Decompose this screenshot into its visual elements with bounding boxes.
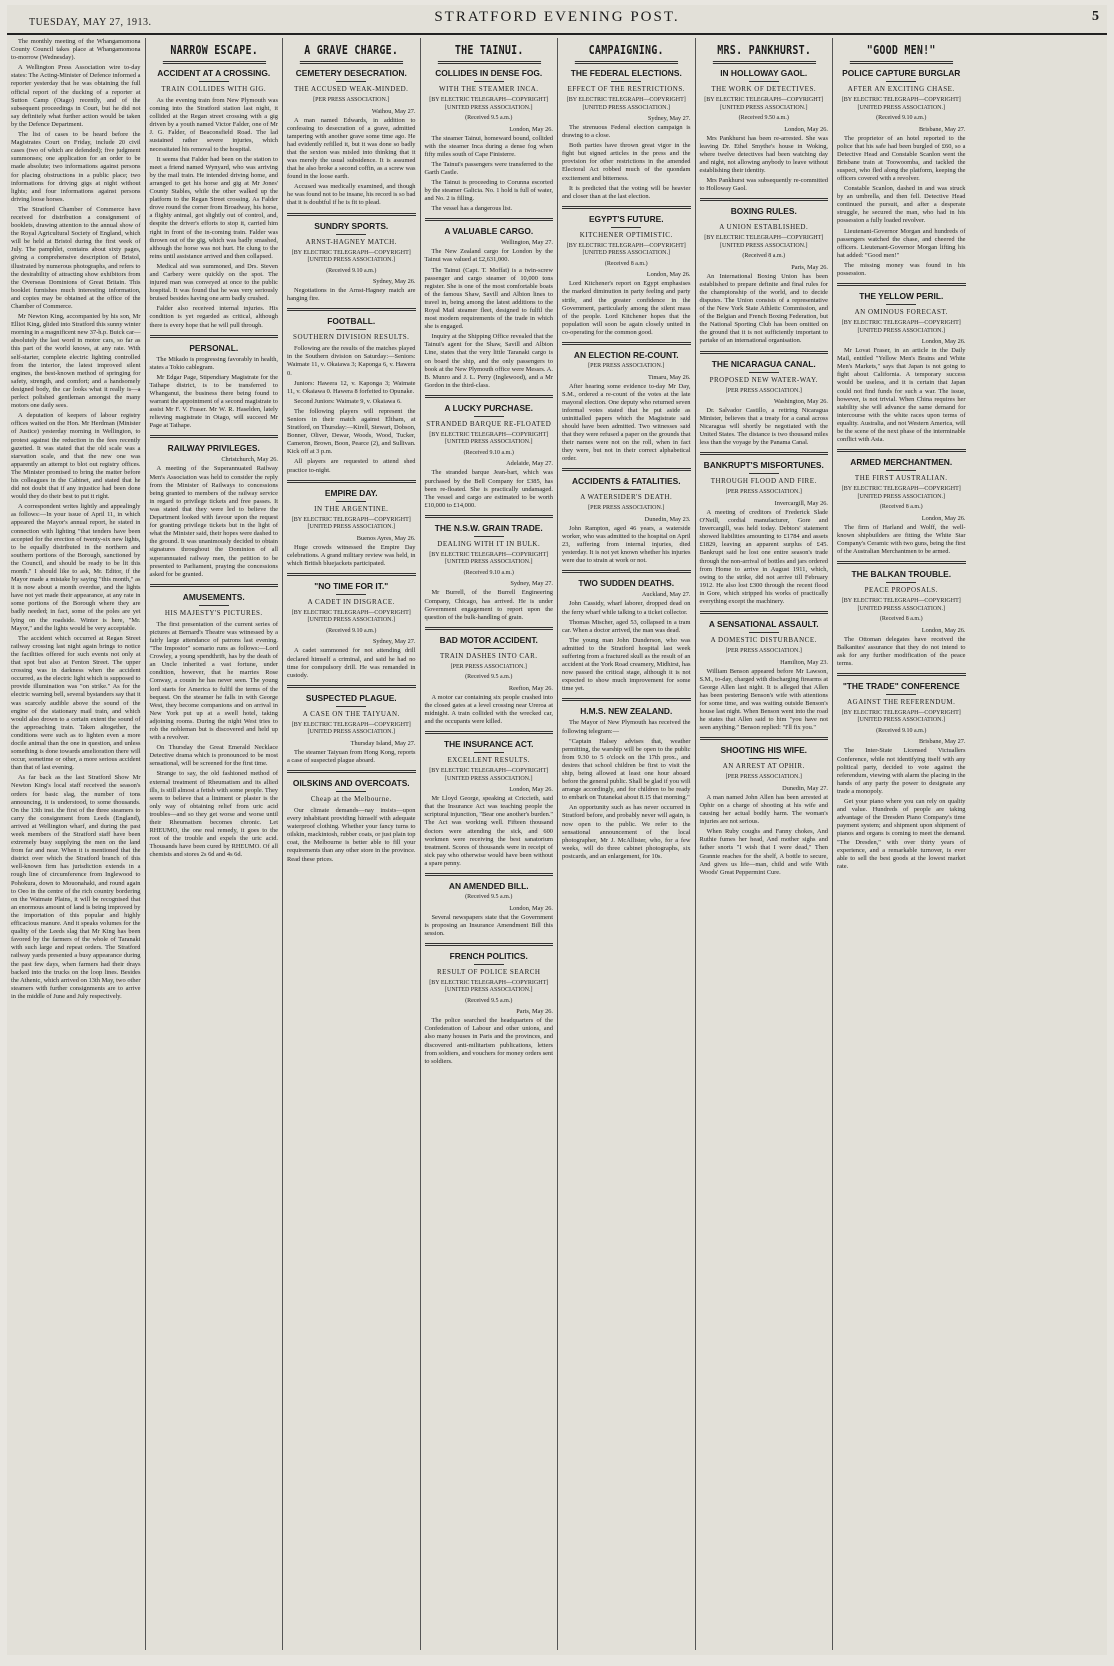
received-time: (Received 8 a.m.)	[742, 253, 786, 260]
dateline: London, May 26.	[921, 338, 966, 346]
article-paragraph: An International Boxing Union has been established to prepare definite and final rules for the championship of the world, and to decide disputes. The Union consists of a representative of the New York State Athletic Commission, and of the Belgian and French Boxing Federation, but the National Sporting Club has been omitted on the ground that it is not sufficiently important to partake of an international organisation.	[699, 272, 828, 345]
article-headline: EMPIRE DAY.	[324, 487, 378, 498]
section-divider	[562, 468, 691, 471]
article-paragraph: Mrs Pankhurst was subsequently re-committed to Holloway Gaol.	[699, 176, 828, 193]
article-paragraph: It seems that Falder had been on the station to meet a friend named Wynyard, who was arriving by the mail train. He intended driving home, and arranged to get his horse and gig at Mr Jones' County Stables, while the other walked up the platform to the Regan Street crossing. As Falder drove round the corner from Broadway, his horse, a flighty animal, got slightly out of control, and, despite the driver's efforts to stop it, carried him right in front of the in-coming train. Falder was thrown out of the gig, which was badly smashed, although the horse was not hurt. He clung to the reins until assistance arrived and then collapsed.	[149, 155, 278, 260]
article-paragraph: The Mayor of New Plymouth has received the following telegram:—	[562, 719, 691, 735]
article-headline: OILSKINS AND OVERCOATS.	[292, 777, 410, 788]
article-paragraph: The Tainui's passengers were transferred to the Garth Castle.	[424, 160, 553, 176]
wire-credit: [BY ELECTRIC TELEGRAPH—COPYRIGHT] [UNITED PRESS ASSOCIATION.]	[841, 486, 961, 500]
masthead	[7, 5, 1107, 35]
wire-credit: [BY ELECTRIC TELEGRAPH—COPYRIGHT] [UNITED PRESS ASSOCIATION.]	[429, 979, 549, 994]
article-headline: H.M.S. NEW ZEALAND.	[580, 706, 673, 717]
section-divider	[700, 351, 829, 354]
article-subheadline: EXCELLENT RESULTS.	[447, 756, 530, 765]
dateline: Thursday Island, May 27.	[350, 739, 416, 747]
wire-credit: [BY ELECTRIC TELEGRAPH—COPYRIGHT] [UNITED PRESS ASSOCIATION.]	[291, 609, 411, 624]
short-rule	[474, 416, 504, 417]
article-subheadline: IN THE ARGENTINE.	[314, 504, 389, 513]
section-divider	[700, 452, 829, 455]
dateline: London, May 26.	[509, 904, 553, 912]
article-paragraph: The list of cases to be heard before the Magistrates Court on Friday, include 20 civil cases (two of which are defended); five judgment summonses; one application for an order to be made absolute; two informations against persons for placing obstructions in a public place; two informations for driving gigs at night without lights; and four informations against persons driving loose horses.	[11, 131, 141, 203]
article-subheadline: THE FIRST AUSTRALIAN.	[854, 474, 948, 483]
dateline: Sydney, May 26.	[372, 278, 416, 286]
section-divider	[287, 685, 416, 688]
article-subheadline: KITCHENER OPTIMISTIC.	[579, 230, 673, 239]
page-number: 5	[1092, 9, 1099, 24]
article-headline: FRENCH POLITICS.	[449, 950, 528, 961]
short-rule	[886, 470, 916, 471]
article-headline: THE NICARAGUA CANAL.	[711, 358, 816, 369]
article-subheadline: HIS MAJESTY'S PICTURES.	[164, 608, 263, 617]
article-paragraph: Negotiations in the Arnst-Hagney match are hanging fire.	[287, 287, 416, 303]
section-divider	[287, 213, 416, 216]
newspaper-title: STRATFORD EVENING POST.	[434, 9, 680, 25]
section-divider	[425, 627, 554, 630]
article-subheadline: EFFECT OF THE RESTRICTIONS.	[567, 85, 685, 93]
section-divider	[425, 218, 554, 221]
received-time: (Received 9.5 a.m.)	[465, 115, 513, 121]
article-headline: TWO SUDDEN DEATHS.	[578, 578, 675, 589]
article-paragraph: After hearing some evidence to-day Mr Day, S.M., ordered a re-count of the votes at the late mayoral election. One deputy who returned seven informal votes stated that he put aside as uninitialled papers which the Magistrate said should have been admitted. Two witnesses said that they were refused a paper on the grounds that their names were not on the roll, when in fact they were, but not in their correct alphabetical order.	[562, 382, 691, 463]
article-paragraph: A deputation of keepers of labour registry offices waited on the Hon. Mr Herdman (Minister of Justice) yesterday morning in Wellington, to protest against the reduction in the fees recently gazetted. It was stated that the old scale was a starvation scale, and that the new one was apparently an attempt to blot out registry offices. The Minister promised to bring the matter before his colleagues in the Cabinet, and stated that he did not doubt that if any injustice had been done would they do their best to put it right.	[11, 412, 141, 501]
article-subheadline: ARNST-HAGNEY MATCH.	[305, 237, 397, 246]
dateline: Invercargill, May 26.	[774, 499, 828, 507]
wire-credit: [PER PRESS ASSOCIATION.]	[725, 774, 802, 781]
dateline: Auckland, May 27.	[641, 591, 691, 599]
section-divider	[562, 698, 691, 701]
article-headline: "NO TIME FOR IT."	[314, 580, 389, 591]
article-paragraph: Mr Lovat Fraser, in an article in the Daily Mail, entitled "Yellow Men's Brains and White Men's Markets," says that Japan is not going to fight about California. A temporary success would be useless, and it is certain that Japan could not find funds for such a war. The issue, however, is not trivial. When China requires her stability she will advance the same demand for intercourse with the white races upon terms of equality. Australia, and not Western America, will be the scene of the next phase of the interminable conflict with Asia.	[837, 347, 966, 444]
column-2	[145, 38, 283, 1650]
received-time: (Received 9.10 a.m.)	[876, 727, 927, 734]
column-headline: THE TAINUI.	[437, 38, 540, 64]
article-headline: ACCIDENTS & FATALITIES.	[571, 476, 681, 487]
dateline: Brisbane, May 27.	[918, 125, 966, 133]
article-headline: AN ELECTION RE-COUNT.	[573, 350, 679, 360]
column-headline: MRS. PANKHURST.	[712, 38, 815, 64]
short-rule	[611, 81, 641, 82]
article-paragraph: A man named Edwards, in addition to confessing to desecration of a grave, admitted tampering with another grave some time ago. He had evidently refilled it, but it was done so badly that the sexton was misled into thinking that it was merely the usual subsidence. It is assumed that he also broke a second coffin, as a screw was found in the loose earth.	[287, 116, 416, 181]
article-subheadline: AGAINST THE REFERENDUM.	[847, 697, 956, 706]
dateline: Hamilton, May 23.	[780, 658, 828, 666]
wire-credit: [BY ELECTRIC TELEGRAPH—COPYRIGHT] [UNITED PRESS ASSOCIATION.]	[566, 242, 686, 257]
article-subheadline: THE WORK OF DETECTIVES.	[711, 85, 817, 93]
article-paragraph: Our climate demands—nay insists—upon every inhabitant providing himself with adequate waterproof clothing. Whether your fancy turns to oilskin, mackintosh, rubber coats, or just plain top coat, the Melbourne is better able to fill your requirements than any other store in the province. Read these prices.	[287, 806, 416, 863]
article-paragraph: The steamer Tainui, homeward bound, collided with the steamer Inca during a dense fog when fifty miles south of Cape Finisterre.	[424, 134, 553, 158]
wire-credit: [BY ELECTRIC TELEGRAPH—COPYRIGHT] [UNITED PRESS ASSOCIATION.]	[291, 516, 411, 531]
dateline: Reefton, May 26.	[508, 684, 553, 692]
short-rule	[749, 473, 779, 474]
dateline: London, May 26.	[509, 125, 553, 133]
article-headline: COLLIDES IN DENSE FOG.	[435, 68, 543, 78]
article-subheadline: SOUTHERN DIVISION RESULTS.	[293, 333, 410, 342]
section-divider	[287, 308, 416, 311]
article-paragraph: As the evening train from New Plymouth was coming into the Stratford station last night, it collided at the Regan street crossing with a gig driven by a youth named Victor Falder, one of Mr J. G. Falder, of Beaconsfield Road. The lad sustained rather severe injuries, which necessitated his removal to the hospital.	[149, 97, 278, 153]
article-paragraph: The Tainui (Capt. T. Moffat) is a twin-screw passenger and cargo steamer of 10,000 tons register. She is one of the most comfortable boats of the famous Shaw, Savill and Albion lines to travel in, being among the latest additions to the Royal Mail steamer fleet, designed to fulfil the most modern requirements of the trade in which she is engaged.	[424, 266, 553, 331]
article-paragraph: The following players will represent the Seniors in their match against Eltham, at Stratford, on Thursday:—Kirell, Stewart, Dobson, Bonner, Oliver, Dewar, Woods, Wood, Tucker, Cameron, Brown, Boon, Pearce (2), and Sullivan. Kick off at 3 p.m.	[287, 407, 416, 456]
issue-date: TUESDAY, MAY 27, 1913.	[29, 17, 152, 28]
short-rule	[474, 752, 504, 753]
dateline: Sydney, May 27.	[372, 638, 416, 646]
column-7	[832, 38, 970, 1650]
section-divider	[425, 731, 554, 734]
article-paragraph: Lieutenant-Governor Morgan and hundreds of passengers watched the chase, and cheered the officers. Lieutenant-Governor Morgan lifting his hat added: "Good men!"	[837, 227, 966, 259]
received-time: (Received 8 a.m.)	[604, 260, 648, 267]
dateline: London, May 26.	[509, 786, 553, 794]
article-paragraph: Several newspapers state that the Government is proposing an Insurance Amendment Bill this session.	[424, 913, 553, 937]
article-headline: SUNDRY SPORTS.	[314, 220, 389, 231]
dateline: London, May 26.	[784, 125, 828, 133]
article-paragraph: As far back as the last Stratford Show Mr Newton King's local staff received the season's orders for basic slag, the number of tons announcing, it is understood, to some thousands. On the 13th inst. the first of the three steamers to carry the consignment from Leeds (England), arrived at Wellington wharf, and during the past week members of the Stratford staff have been extremely busy supplying the men on the land from far and near. When it is mentioned that the district over which the Stratford branch of this well-known firm has jurisdiction extends in a rough line of circumference from Inglewood to Pohokura, down to Mouonahaki, and round again to Oeo in the centre of the rich country bordering on the Waimate Plains, it will be recognised that an enormous amount of land is being improved by the importation of this popular and highly efficacious manure. And it speaks volumes for the quality of the Leeds slag that Mr King has been favored by the farmers of the whole of Taranaki with such large and repeat orders. The Stratford railway yards presented a busy appearance during the past few days, when farmers had their drays backed into the trucks on the loop lines. Besides the Athenic, which arrived on 13th May, two other steamers with further consignments are to arrive in the middle of June and July respectively.	[11, 774, 141, 1000]
article-paragraph: The young man John Dunderson, who was admitted to the Stratford hospital last week suffering from a fractured skull as the result of an accident at the York Road creamery, Midhirst, has now passed the critical stage, although it is not expected to show much improvement for some time yet.	[562, 636, 691, 693]
article-paragraph: The Stratford Chamber of Commerce have received for distribution a consignment of booklets, drawing attention to the annual show of the Royal Agricultural Society of England, which will be held at Bristol during the first week of July. The pamphlet, contains about sixty pages, giving a comprehensive description of Bristol, illustrated by numerous photographs, and refers to the desirability of attracting show exhibitors from the Overseas Dominions of Great Britain. This booklet furnishes much interesting information, and copies may be obtained at the office of the Chamber of Commerce.	[11, 205, 141, 310]
article-headline: AMUSEMENTS.	[182, 591, 245, 602]
short-rule	[474, 536, 504, 537]
article-paragraph: The firm of Harland and Wolff, the well-known shipbuilders are fitting the White Star Company's Ceramic with two guns, being the first of the Australian Merchantmen to be armed.	[837, 523, 966, 555]
article-subheadline: RESULT OF POLICE SEARCH	[437, 967, 541, 976]
article-paragraph: John Cassidy, wharf laborer, dropped dead on the ferry wharf while talking to a ticket collector.	[562, 600, 691, 616]
wire-credit: [BY ELECTRIC TELEGRAPH—COPYRIGHT] [UNITED PRESS ASSOCIATION.]	[841, 598, 961, 612]
column-headline: A GRAVE CHARGE.	[300, 38, 403, 64]
article-paragraph: Medical aid was summoned, and Drs. Steven and Carbery were quickly on the spot. The injured man was conveyed at once to the public hospital. It was found that he was very seriously bruised besides having one arm badly crushed.	[149, 262, 278, 303]
article-subheadline: TRAIN COLLIDES WITH GIG.	[161, 85, 267, 93]
short-rule	[336, 791, 366, 792]
short-rule	[749, 81, 779, 82]
short-rule	[336, 706, 366, 707]
section-divider	[562, 570, 691, 573]
wire-credit: [BY ELECTRIC TELEGRAPH—COPYRIGHT] [UNITED PRESS ASSOCIATION.]	[704, 235, 824, 249]
dateline: Christchurch, May 26.	[221, 456, 278, 464]
received-time: (Received 9.10 a.m.)	[463, 569, 514, 576]
short-rule	[749, 632, 779, 633]
article-headline: EGYPT'S FUTURE.	[588, 213, 664, 224]
article-subheadline: STRANDED BARQUE RE-FLOATED	[426, 419, 552, 428]
short-rule	[611, 489, 641, 490]
article-paragraph: The steamer Taiyuan from Hong Kong, reports a case of suspected plague aboard.	[287, 748, 416, 764]
article-subheadline: TRAIN DASHES INTO CAR.	[439, 651, 538, 660]
column-headline: "GOOD MEN!"	[850, 38, 953, 64]
article-headline: PERSONAL.	[189, 342, 239, 353]
column-5	[557, 38, 695, 1650]
dateline: Paris, May 26.	[791, 263, 828, 271]
dateline: Buenos Ayres, May 26.	[356, 534, 416, 542]
article-subheadline: THROUGH FLOOD AND FIRE.	[710, 477, 817, 486]
short-rule	[886, 81, 916, 82]
dateline: Sydney, May 27.	[647, 115, 691, 122]
received-time: (Received 9.5 a.m.)	[465, 894, 513, 900]
wire-credit: [PER PRESS ASSOCIATION.]	[725, 648, 802, 655]
article-paragraph: The vessel has a dangerous list.	[431, 205, 513, 213]
article-paragraph: A cadet summoned for not attending drill declared himself a criminal, and said he had no time for compulsory drill. He was remanded in custody.	[287, 647, 416, 679]
received-time: (Received 9.5 a.m.)	[465, 674, 513, 681]
article-paragraph: Both parties have thrown great vigor in the fight but signed articles in the press and the provision for other restrictions in the amended Electoral Act robbed much of the quondam excitement and bitterness.	[562, 142, 691, 182]
section-divider	[837, 561, 966, 564]
dateline: Washington, May 26.	[773, 398, 828, 405]
article-headline: THE INSURANCE ACT.	[444, 739, 534, 750]
article-paragraph: Mr Lloyd George, speaking at Criccieth, said that the Insurance Act was teaching people the scriptural injunction, "Bear one another's burden." The Act was working well. Fifteen thousand doctors were attending the sick, and 600 workmen were receiving the best sanatorium treatment. Scores of thousands were in receipt of sick pay who otherwise would have been without a spare penny.	[424, 795, 553, 867]
wire-credit: [BY ELECTRIC TELEGRAPH—COPYRIGHT] [UNITED PRESS ASSOCIATION.]	[841, 320, 961, 334]
article-paragraph: On Thursday the Great Emerald Necklace Detective drama which is pronounced to be most sensational, will be screened for the first time.	[149, 744, 278, 768]
article-paragraph: Constable Scanlon, dashed in and was struck by an umbrella, and then fell. Detective Head continued the pursuit, and after a desperate struggle, he secured the man, who had in his possession a fully loaded revolver.	[837, 185, 966, 225]
article-subheadline: A WATERSIDER'S DEATH.	[580, 493, 673, 502]
section-divider	[700, 737, 829, 740]
article-paragraph: The Inter-State Licensed Victuallers Conference, while not identifying itself with any political party, decided to vote against the referendum, viewing with alarm the placing in the hands of any party the power to designate any trade a monopoly.	[837, 747, 966, 795]
article-headline: A LUCKY PURCHASE.	[444, 402, 533, 413]
columns-container	[7, 38, 1107, 1650]
article-paragraph: A meeting of the Superannuated Railway Men's Association was held to consider the reply from the Minister of Railways to concessions being granted to members of the railway service in regard to privilege tickets and free passes. It was stated that they were led to believe the Department looked with favour upon the request for granting privilege tickets but in the light of what the Minister said, their hopes were dashed to the ground. It was unanimously decided to obtain signatures throughout the Dominion of all superannuated railway men, the petition to be presented to Parliament, praying the concessions asked for be granted.	[149, 465, 278, 578]
article-headline: IN HOLLOWAY GAOL.	[720, 68, 808, 78]
article-subheadline: AN OMINOUS FORECAST.	[854, 308, 948, 317]
short-rule	[886, 694, 916, 695]
column-1	[7, 38, 145, 1650]
section-divider	[150, 435, 279, 438]
article-headline: A VALUABLE CARGO.	[444, 226, 534, 237]
article-headline: BAD MOTOR ACCIDENT.	[439, 634, 538, 645]
dateline: Dunedin, May 27.	[782, 784, 828, 792]
article-subheadline: WITH THE STEAMER INCA.	[438, 85, 539, 93]
section-divider	[562, 206, 691, 209]
article-paragraph: Second Juniors: Waimate 9, v. Okaiawa 6.	[294, 397, 402, 405]
section-divider	[425, 515, 554, 518]
wire-credit: [BY ELECTRIC TELEGRAPH—COPYRIGHT] [UNITED PRESS ASSOCIATION.]	[429, 431, 549, 446]
article-headline: RAILWAY PRIVILEGES.	[167, 443, 260, 454]
column-6	[695, 38, 833, 1650]
wire-credit: [BY ELECTRIC TELEGRAPH—COPYRIGHT] [UNITED PRESS ASSOCIATION.]	[841, 709, 961, 724]
short-rule	[336, 501, 366, 502]
article-paragraph: It is predicted that the voting will be heavier and closer than at the last election.	[562, 184, 691, 200]
article-subheadline: A UNION ESTABLISHED.	[719, 223, 809, 232]
received-time: (Received 9.50 a.m.)	[738, 115, 789, 121]
article-headline: FOOTBALL.	[327, 316, 376, 327]
article-headline: THE YELLOW PERIL.	[859, 291, 944, 302]
article-headline: ACCIDENT AT A CROSSING.	[157, 68, 271, 78]
article-paragraph: Juniors: Hawera 12, v. Kaponga 3; Waimate 11, v. Okaiawa 0. Hawera 8 forfeited to Opunake.	[287, 379, 416, 395]
article-paragraph: A man named John Allen has been arrested at Ophir on a charge of shooting at his wife and causing her actual bodily harm. The woman's injuries are not serious.	[699, 793, 828, 826]
article-paragraph: The police searched the headquarters of the Confederation of Labour and other unions, and also many houses in Paris and the provinces, and discovered anti-militarism publications, letters from soldiers, and vouchers for money orders sent to soldiers.	[424, 1017, 553, 1065]
wire-credit: [PER PRESS ASSOCIATION.]	[588, 363, 665, 369]
dateline: London, May 26.	[921, 514, 966, 522]
article-headline: THE BALKAN TROUBLE.	[851, 569, 952, 580]
section-divider	[562, 342, 691, 345]
section-divider	[150, 584, 279, 587]
wire-credit: [BY ELECTRIC TELEGRAPH—COPYRIGHT] [UNITED PRESS ASSOCIATION.]	[429, 768, 549, 782]
section-divider	[425, 943, 554, 946]
section-divider	[837, 283, 966, 286]
short-rule	[199, 605, 229, 606]
section-divider	[700, 198, 829, 201]
article-paragraph: The New Zealand cargo for London by the Tainui was valued at £2,631,000.	[424, 248, 553, 264]
article-subheadline: PEACE PROPOSALS.	[864, 586, 938, 595]
dateline: Brisbane, May 27.	[918, 738, 966, 746]
article-paragraph: Dr. Salvador Castillo, a retiring Nicaragua Minister, believes that a treaty for a canal across Nicaragua will shortly be negotiated with the United States. The distance is two thousand miles less than the voyage by the Panama Canal.	[699, 407, 828, 447]
article-headline: BANKRUPT'S MISFORTUNES.	[703, 460, 824, 471]
received-time: (Received 9.10 a.m.)	[463, 449, 514, 456]
article-paragraph: A motor car containing six people crashed into the closed gates at a level crossing near Ureroa at midnight. A train collided with the wrecked car, and the occupants were killed.	[424, 693, 553, 726]
dateline: Sydney, May 27.	[510, 580, 553, 588]
wire-credit: [BY ELECTRIC TELEGRAPH—COPYRIGHT] [UNITED PRESS ASSOCIATION.]	[429, 97, 549, 111]
dateline: Adelaide, May 27.	[506, 460, 553, 468]
section-divider	[425, 873, 554, 876]
article-paragraph: The proprietor of an hotel reported to the police that his safe had been burgled of £60, so a Detective Head and Constable Scanlon went the Brisbane train at Toowoomba, and tackled the suspect, who fled along the platform, keeping the officers covered with a revolver.	[837, 134, 966, 182]
wire-credit: [BY ELECTRIC TELEGRAPH—COPYRIGHT] [UNITED PRESS ASSOCIATION.]	[291, 249, 411, 264]
article-paragraph: Mr Newton King, accompanied by his son, Mr Elliot King, glided into Stratford this sunny winter morning in a magnificent new 37-h.p. Buick car—absolutely the last word in motor cars, so far as this part of the world knows, at any rate. With self-starter, complete electric lighting controlled from the interior, the latest improved silent engines, the best-known method of springing for safety, strength, and comfort; and a handsomely designed body, the car looks what it really is—a perfect polished gentleman amongst the many motors one daily sees.	[11, 313, 141, 410]
received-time: (Received 8 a.m.)	[879, 504, 923, 511]
short-rule	[336, 594, 366, 595]
short-rule	[199, 81, 229, 82]
article-subheadline: THE ACCUSED WEAK-MINDED.	[294, 85, 409, 93]
short-rule	[474, 648, 504, 649]
section-divider	[425, 395, 554, 398]
dateline: Waihou, May 27.	[371, 107, 416, 115]
article-subheadline: A CASE ON THE TAIYUAN.	[302, 709, 400, 718]
received-time: (Received 9.5 a.m.)	[465, 997, 513, 1004]
short-rule	[749, 219, 779, 220]
article-paragraph: The strenuous Federal election campaign is drawing to a close.	[562, 124, 691, 140]
article-paragraph: John Rampton, aged 46 years, a waterside worker, who was admitted to the hospital on April 23, suffering from internal injuries, died yesterday. It is not yet known whether his injuries were due to strain at work or not.	[562, 524, 691, 565]
dateline: Dunedin, May 23.	[644, 515, 691, 523]
article-paragraph: When Ruby coughs and Fanny chokes, And Ruthie fumes her head, And mother sighs and father snorts "I wish that I were dead," Then Grannie reaches for the shelf, A bottle to secure, And gives us life—man, child and wife With Woods' Great Peppermint Cure.	[699, 828, 828, 876]
article-paragraph: Thomas Mischer, aged 53, collapsed in a tram car. When a doctor arrived, the man was dead.	[562, 618, 691, 634]
article-paragraph: A Wellington Press Association wire to-day states: The Acting-Minister of Defence informed a reporter yesterday that he was obtaining the full official report of the ducking of a reporter at Sutton Camp (Otago) recently, and of the subsequent proceedings in Court, but he did not say definitely what further action would be taken by the Defence Department.	[11, 64, 141, 128]
short-rule	[749, 372, 779, 373]
received-time: (Received 9.10 a.m.)	[326, 267, 377, 274]
short-rule	[474, 81, 504, 82]
short-rule	[886, 304, 916, 305]
section-divider	[837, 449, 966, 452]
dateline: Timaru, May 26.	[648, 373, 691, 381]
article-paragraph: The Ottoman delegates have received the Balkanites' assurance that they do not intend to ask for any further modification of the peace terms.	[837, 635, 966, 667]
newspaper-page	[7, 5, 1107, 1655]
article-headline: SUSPECTED PLAGUE.	[305, 692, 397, 703]
dateline: Paris, May 26.	[516, 1008, 553, 1016]
short-rule	[336, 81, 366, 82]
wire-credit: [PER PRESS ASSOCIATION.]	[588, 505, 665, 512]
short-rule	[749, 758, 779, 759]
article-headline: THE FEDERAL ELECTIONS.	[570, 68, 682, 78]
article-subheadline: Cheap at the Melbourne.	[310, 794, 392, 803]
article-paragraph: Lord Kitchener's report on Egypt emphasises the marked diminution in party feeling and party strife, and the greater confidence in the Government, particularly among the silent mass of the people. Lord Kitchener hopes that the population will soon be again closely united in co-operating for the common good.	[562, 280, 691, 336]
article-paragraph: Huge crowds witnessed the Empire Day celebrations. A grand military review was held, in which British bluejackets participated.	[287, 543, 416, 567]
article-paragraph: Falder also received internal injuries. His condition is yet regarded as critical, although there is every hope that he will pull through.	[149, 305, 278, 329]
column-3	[282, 38, 420, 1650]
article-paragraph: The first presentation of the current series of pictures at Bernard's Theatre was witnessed by a fairly large attendance of patrons last evening. "The Impostor" scenario runs as follows:—Lord Crowley, a young spendthrift, has by the death of an Uncle inherited a vast fortune, under condition, however, that he marries Rose Conway, a cousin he has never seen. The young lord starts for America to fulfil the terms of the bequest. On the steamer he falls in with George West, they become companions and on arrival in New York put up at a swell hotel, taking adjoining rooms. During the night West tries to rob the nobleman but is discovered and held up with a revolver.	[149, 620, 278, 742]
dateline: Wellington, May 27.	[501, 239, 553, 247]
article-paragraph: Mrs Pankhurst has been re-arrested. She was leaving Dr. Ethel Smythe's house in Woking, where twelve detectives had been watching day and night, not allowing anybody to leave without establishing their identity.	[699, 134, 828, 174]
short-rule	[474, 964, 504, 965]
received-time: (Received 9.10 a.m.)	[326, 627, 377, 634]
section-divider	[287, 480, 416, 483]
wire-credit: [BY ELECTRIC TELEGRAPH—COPYRIGHT] [UNITED PRESS ASSOCIATION.]	[429, 551, 549, 566]
article-paragraph: The accident which occurred at Regan Street railway crossing last night again brings to notice the facilities offered for such events not only at that spot but also at Fenton Street. The upper crossing was in darkness when the accident occurred, as the electric light which is supposed to provide illumination was "on strike." As for the electric warning bell, several bystanders say that it was scarcely audible above the sound of the engine of the stationary mail train, and which would also drown to a certain extent the sound of the approaching train. Taken altogether, the conditions were such as to lighten even a more docile animal than the one in question, and unless something is done towards amelioration there will occur, sometime or other, a more serious accident than that of last evening.	[11, 634, 141, 772]
article-paragraph: Mr Edgar Page, Stipendiary Magistrate for the Taihape district, is to be transferred to Whanganui, the business there being found to warrant the appointment of a second magistrate to assist Mr F. V. Fraser. Mr W. R. Haselden, lately relieving magistrate in Otago, will succeed Mr Page at Taihape.	[149, 373, 278, 430]
column-4	[420, 38, 558, 1650]
article-paragraph: Accused was medically examined, and though he was found not to be insane, his record is so bad that it is doubtful if he is fit to plead.	[287, 183, 416, 207]
wire-credit: [PER PRESS ASSOCIATION.]	[725, 489, 802, 496]
article-headline: ARMED MERCHANTMEN.	[850, 457, 953, 468]
section-divider	[150, 335, 279, 338]
article-headline: "THE TRADE" CONFERENCE	[842, 680, 960, 691]
article-paragraph: Get your piano where you can rely on quality and value. Hundreds of people are taking advantage of the Dresden Piano Company's time payment system; and shipment upon shipment of pianos and organs is coming to meet the demand. "The Dresden," with over thirty years of experience, and a remarkable turnover, is ever able to sell the best goods at the lowest market rate.	[837, 798, 966, 870]
wire-credit: [BY ELECTRIC TELEGRAPH—COPYRIGHT] [UNITED PRESS ASSOCIATION.]	[566, 97, 686, 111]
wire-credit: [BY ELECTRIC TELEGRAPH—COPYRIGHT] [UNITED PRESS ASSOCIATION.]	[704, 97, 824, 111]
article-paragraph: "Captain Halsey advises that, weather permitting, the warship will be open to the public from 9.30 to 5 o'clock on the 17th prox., and desires that school children be first to visit the ship, being allowed at least one hour aboard before the general public. Shall be glad if you will arrange accordingly, and for children to be ready to embark on Tutanekai about 8.15 that morning."	[562, 737, 691, 802]
article-headline: BOXING RULES.	[730, 206, 797, 217]
section-divider	[287, 770, 416, 773]
article-paragraph: Following are the results of the matches played in the Southern division on Saturday:—Seniors: Waimate 11, v. Okaiawa 3; Kaponga 6, v. Hawera 0.	[287, 345, 416, 377]
received-time: (Received 9.10 a.m.)	[876, 115, 927, 121]
article-paragraph: The monthly meeting of the Whangamomona County Council takes place at Whangamomona to-morrow (Wednesday).	[11, 38, 141, 62]
article-paragraph: The Tainui is proceeding to Corunna escorted by the steamer Galicia. No. 1 hold is full of water, and No. 2 is filling.	[424, 178, 553, 203]
wire-credit: [BY ELECTRIC TELEGRAPH—COPYRIGHT] [UNITED PRESS ASSOCIATION.]	[291, 721, 411, 736]
dateline: London, May 26.	[646, 271, 691, 279]
article-headline: A SENSATIONAL ASSAULT.	[708, 619, 819, 630]
column-headline: CAMPAIGNING.	[575, 38, 678, 64]
article-headline: THE N.S.W. GRAIN TRADE.	[434, 522, 543, 533]
article-paragraph: A correspondent writes lightly and appealingly as follows:—In your issue of April 11, in which appeared the Mayor's annual report, he stated in connection with lighting "that tenders have been accepted for the erection of twenty-six new lights, to be equally distributed in the northern and southern portions of the Borough, sanctioned by the Council, and should be ready to be lit this month." I should like to ask, Mr. Editor, if the Mayor made a mistake by saying "this month," as it is now about a month overdue, and the lights have not yet made their appearance, at any rate in some portions of the Borough where they are badly needed; in fact, some of the poles are yet lying on the roadside. Winter is here, "Mr. Mayor," and the lights would be very acceptable.	[11, 503, 141, 632]
article-subheadline: AFTER AN EXCITING CHASE.	[847, 85, 955, 93]
section-divider	[700, 611, 829, 614]
article-paragraph: William Benson appeared before Mr Lawson, S.M., to-day, charged with discharging firearms at George Allen last night. It is alleged that Allen has been pestering Benson's wife with attentions for some time, and was waiting outside Benson's house last night. When Benson went into the road he states that Allen said to him "you have not seen anything." Benson replied: "I'll fix you."	[699, 667, 828, 732]
dateline: London, May 26.	[921, 626, 966, 634]
article-paragraph: Strange to say, the old fashioned method of external treatment of Rheumatism and its allied ills, is still almost a fetish with some people. They seem to believe that a liniment or plaster is the only way of obtaining relief from uric acid troubles—and so they get worse and worse until their Rheumatism becomes chronic. Let RHEUMO, the one real remedy, it goes to the root of the trouble and expels the uric acid. Thousands have been cured by RHEUMO. Of all chemists and stores 2s 6d and 4s 6d.	[149, 770, 278, 859]
article-paragraph: All players are requested to attend shed practice to-night.	[287, 458, 416, 474]
article-paragraph: The Mikado is progressing favorably in health, states a Tokio cablegram.	[149, 355, 278, 371]
wire-credit: [PER PRESS ASSOCIATION.]	[725, 387, 802, 394]
wire-credit: [BY ELECTRIC TELEGRAPH—COPYRIGHT] [UNITED PRESS ASSOCIATION.]	[841, 97, 961, 111]
column-headline: NARROW ESCAPE.	[162, 38, 265, 64]
short-rule	[886, 582, 916, 583]
section-divider	[837, 673, 966, 676]
article-subheadline: A DOMESTIC DISTURBANCE.	[710, 636, 817, 645]
short-rule	[336, 234, 366, 235]
article-subheadline: DEALING WITH IT IN BULK.	[437, 539, 541, 548]
section-divider	[287, 573, 416, 576]
short-rule	[336, 329, 366, 330]
article-paragraph: The stranded barque Jean-bart, which was purchased by the Bell Company for £385, has been re-floated. She is practically undamaged. The vessel and cargo are estimated to be worth £10,000 to £14,000.	[424, 469, 553, 509]
article-subheadline: A CADET IN DISGRACE.	[307, 597, 395, 606]
article-subheadline: PROPOSED NEW WATER-WAY.	[709, 375, 818, 384]
wire-credit: [PER PRESS ASSOCIATION.]	[450, 663, 527, 670]
article-paragraph: An opportunity such as has never occurred in Stratford before, and probably never will again, is now open to the public. We refer to the sensational announcement of the local photographer, Mr J. McAllister, who, for a few weeks, will do three cabinet photographs, six postcards, and an enlargement, for 10s.	[562, 804, 691, 860]
wire-credit: [PER PRESS ASSOCIATION.]	[313, 97, 390, 103]
article-subheadline: AN ARREST AT OPHIR.	[722, 762, 805, 771]
article-headline: SHOOTING HIS WIFE.	[720, 745, 808, 756]
article-paragraph: The missing money was found in his possession.	[837, 261, 966, 277]
article-headline: CEMETERY DESECRATION.	[295, 68, 407, 78]
article-headline: POLICE CAPTURE BURGLAR	[842, 68, 961, 78]
article-headline: AN AMENDED BILL.	[448, 881, 529, 891]
short-rule	[611, 227, 641, 228]
received-time: (Received 8 a.m.)	[879, 616, 923, 623]
article-paragraph: Inquiry at the Shipping Office revealed that the Tainui's agent for the Shaw, Savill and Albion Line, states that the very little Taranaki cargo is on board the ship, and the only passengers to book at the New Plymouth office were Messrs. A. B. Munro and J. L. Perry (Inglewood), and a Mr Gordon in the third-class.	[424, 333, 553, 389]
article-paragraph: Mr Burrell, of the Burrell Engineering Company, Chicago, has arrived. He is under Government engagement to report upon the question of the bulk-handling of grain.	[424, 589, 553, 621]
article-paragraph: A meeting of creditors of Frederick Slade O'Neill, cordial manufacturer, Gore and Invercargill, was held today. Debtors' statement showed liabilities amounting to £1784 and assets £1829, leaving an apparent surplus of £45. Bankrupt said he lost one entire season's trade through the non-arrival of bottles and jars ordered from Home to arrive in August 1911, which, owing to the strike, did not arrive till February 1912. He also lost £300 through the recent flood in Gore, which stripped his works of practically everything except the machinery.	[699, 508, 828, 605]
